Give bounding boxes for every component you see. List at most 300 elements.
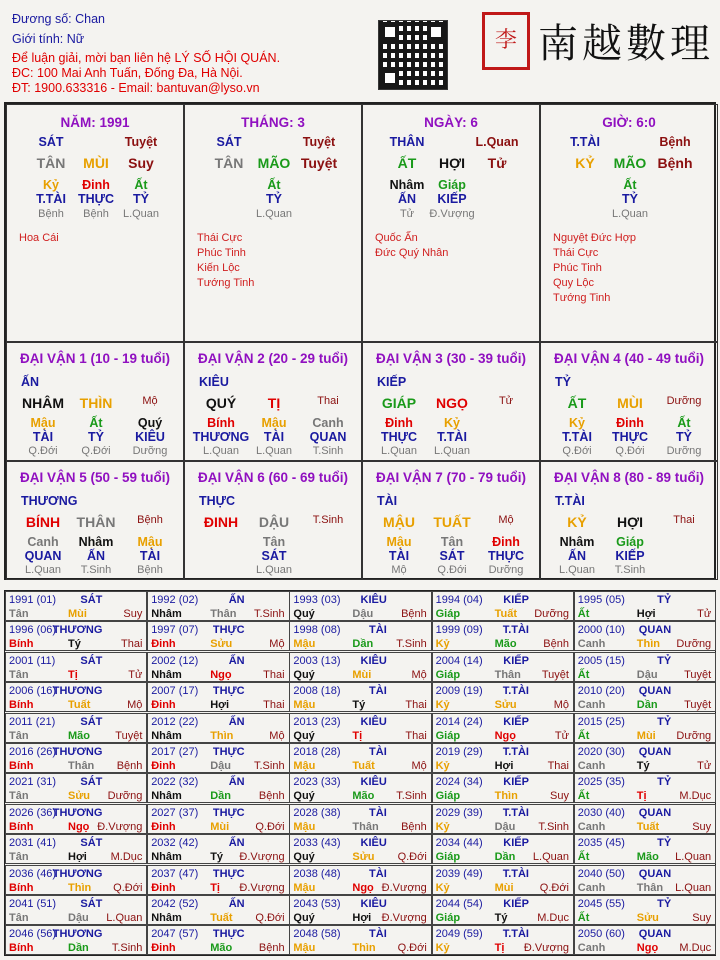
year-branch: Hợi (494, 760, 514, 772)
year-stem: Quý (293, 608, 315, 620)
year-stem: Quý (293, 912, 315, 924)
dai-van-value: ĐINH (203, 514, 239, 530)
year-stem: Tân (9, 790, 29, 803)
year-label: 2013 (23) (293, 715, 341, 728)
year-label: 2022 (32) (151, 776, 199, 789)
dai-van-value: TÀI (32, 430, 54, 444)
year-phase: Đ.Vượng (239, 881, 285, 894)
year-god: TÀI (369, 867, 387, 880)
year-cell (289, 652, 431, 682)
year-label: 2008 (18) (293, 685, 341, 698)
dai-van-value: L.Quan (202, 445, 240, 457)
year-branch: Thìn (636, 638, 661, 651)
year-stem: Quý (293, 790, 315, 803)
year-branch: Dậu (636, 668, 658, 681)
year-branch: Sửu (636, 912, 659, 924)
year-cell (432, 621, 574, 651)
pillar-value: Kỷ (43, 178, 59, 192)
pillar-value: SÁT (216, 135, 242, 149)
pillar-value: Đ.Vượng (429, 208, 475, 220)
year-god: T.TÀI (502, 685, 529, 698)
year-stem: Mậu (293, 638, 316, 651)
year-label: 2000 (10) (577, 624, 625, 637)
year-stem: Kỷ (435, 760, 450, 772)
dai-van-value: TÀI (139, 549, 161, 563)
year-god: KIÊU (360, 654, 387, 667)
dai-van-value: QUAN (24, 549, 62, 563)
year-cell (289, 925, 431, 955)
dai-van-value: Quý (137, 416, 163, 430)
pillar-value: KIẾP (437, 192, 467, 206)
year-branch: Hợi (636, 608, 656, 620)
year-phase: Thai (405, 699, 427, 712)
pillar-title: THÁNG: 3 (241, 115, 305, 130)
dai-van-god: KIẾP (377, 375, 407, 389)
year-branch: Thân (636, 881, 664, 894)
year-god: ẤN (228, 715, 245, 728)
year-phase: Q.Đới (397, 942, 427, 955)
year-god: KIẾP (503, 715, 529, 728)
dai-van-value: Q.Đới (28, 445, 58, 457)
year-label: 2011 (21) (9, 715, 56, 728)
contact-note: Để luận giải, mời bạn liên hệ LÝ SỐ HỘI QUÁN. (12, 51, 281, 65)
year-phase: Tử (697, 760, 712, 772)
year-god: THƯƠNG (52, 685, 103, 698)
pillar-value: T.TÀI (570, 135, 600, 149)
year-branch: Ngọ (210, 668, 232, 681)
year-label: 2036 (46) (9, 867, 57, 880)
dai-van-value: L.Quan (433, 445, 471, 457)
dai-van-god: THƯƠNG (21, 494, 78, 508)
year-cell (432, 682, 574, 712)
year-god: SÁT (80, 776, 103, 789)
year-cell (5, 621, 147, 651)
year-phase: Mộ (411, 668, 427, 681)
year-god: T.TÀI (502, 867, 529, 880)
year-cell (574, 895, 716, 925)
dai-van-value: Q.Đới (615, 445, 645, 457)
dai-van-value: TỶ (676, 430, 692, 444)
star-label: Thái Cực (197, 232, 243, 244)
year-phase: Tử (128, 668, 143, 681)
dai-van-value: TÀI (263, 430, 285, 444)
dai-van-value: Kỷ (444, 416, 460, 430)
year-cell (289, 773, 431, 803)
year-branch: Tý (210, 851, 224, 864)
year-cell (432, 895, 574, 925)
dai-van-value: T.Sinh (80, 564, 112, 576)
star-label: Thái Cực (553, 247, 599, 259)
year-god: THƯƠNG (52, 746, 103, 758)
year-branch: Tị (494, 942, 505, 955)
year-branch: Sửu (210, 638, 233, 651)
dai-van-value: Bệnh (137, 564, 163, 576)
year-phase: Suy (123, 608, 143, 620)
year-phase: Bệnh (401, 820, 427, 833)
year-god: SÁT (80, 594, 103, 606)
dai-van-value: Dưỡng (666, 395, 702, 407)
year-label: 1998 (08) (293, 624, 341, 637)
dai-van-value: Ất (89, 416, 103, 430)
dai-van-value: KIÊU (135, 430, 165, 444)
year-phase: Q.Đới (255, 820, 285, 833)
pillar-value: Ất (267, 178, 281, 192)
pillar-cell (540, 104, 718, 342)
year-branch: Thìn (352, 942, 376, 955)
header (0, 0, 720, 100)
year-label: 1993 (03) (293, 594, 341, 606)
dai-van-value: Mộ (498, 514, 514, 526)
year-stem: Mậu (293, 881, 316, 894)
year-branch: Tý (68, 638, 81, 651)
year-phase: Q.Đới (397, 851, 427, 864)
year-label: 2032 (42) (151, 837, 199, 850)
year-god: ẤN (228, 837, 245, 850)
dai-van-value: NHÂM (22, 395, 64, 411)
phone-email: ĐT: 1900.633316 - Email: bantuvan@lyso.vn (12, 81, 260, 95)
year-stem: Kỷ (435, 881, 450, 894)
year-phase: Bệnh (401, 608, 427, 620)
dai-van-cell (184, 461, 362, 580)
qr-code-icon (378, 20, 448, 90)
pillar-value: Bệnh (38, 208, 64, 220)
year-cell (289, 895, 431, 925)
year-stem: Nhâm (151, 608, 182, 620)
year-label: 2049 (59) (435, 928, 483, 941)
year-cell (432, 925, 574, 955)
year-cell (432, 713, 574, 743)
year-god: KIẾP (503, 898, 529, 910)
year-label: 2040 (50) (577, 867, 625, 880)
year-god: THỰC (212, 928, 245, 941)
dai-van-value: Mậu (137, 535, 163, 549)
year-phase: T.Sinh (538, 820, 569, 833)
year-cell (147, 865, 289, 895)
owner-name: Đương số: Chan (12, 12, 105, 26)
dai-van-value: Mậu (30, 416, 56, 430)
year-stem: Bính (9, 942, 34, 955)
dai-van-value: Bính (207, 416, 235, 430)
year-phase: Dưỡng (107, 790, 143, 803)
dai-van-value: T.Sinh (614, 564, 646, 576)
year-stem: Canh (577, 638, 606, 651)
year-phase: Mộ (411, 760, 427, 772)
year-cell (574, 682, 716, 712)
year-branch: Tị (210, 881, 220, 894)
year-branch: Tý (494, 912, 508, 924)
dai-van-title: ĐẠI VẬN 8 (80 - 89 tuổi) (553, 470, 705, 485)
dai-van-value: QUÝ (205, 395, 237, 411)
year-stem: Mậu (293, 760, 316, 772)
year-cell (432, 804, 574, 834)
year-branch: Dậu (68, 912, 89, 924)
dai-van-god: THỰC (199, 494, 236, 508)
year-phase: Bệnh (543, 638, 569, 651)
year-god: THƯƠNG (52, 806, 103, 819)
year-branch: Dần (210, 790, 231, 803)
year-stem: Nhâm (151, 668, 182, 681)
year-label: 2005 (15) (577, 654, 625, 667)
dai-van-value: NGỌ (436, 395, 468, 411)
year-label: 2023 (33) (293, 776, 341, 789)
year-god: KIẾP (503, 594, 529, 606)
year-god: TỶ (657, 776, 672, 789)
year-stem: Giáp (435, 608, 461, 620)
year-label: 2031 (41) (9, 837, 57, 850)
year-label: 2007 (17) (151, 685, 199, 698)
year-phase: Bệnh (116, 760, 143, 772)
year-branch: Mùi (68, 608, 87, 620)
year-god: THỰC (212, 685, 245, 698)
year-stem: Quý (293, 668, 315, 681)
year-cell (147, 621, 289, 651)
year-phase: Thai (547, 760, 569, 772)
year-stem: Giáp (435, 668, 461, 681)
brand-logo: 南越數理 (538, 21, 714, 67)
year-label: 2028 (38) (293, 806, 341, 819)
pillar-value: TỶ (133, 192, 149, 206)
pillar-value: Ất (134, 178, 148, 192)
star-label: Nguyệt Đức Hợp (553, 232, 637, 244)
year-stem: Đinh (151, 820, 176, 833)
dai-van-value: L.Quan (380, 445, 418, 457)
dai-van-value: BÍNH (25, 514, 61, 530)
year-god: KIÊU (360, 898, 387, 910)
year-phase: Tử (554, 729, 569, 742)
year-cell (5, 682, 147, 712)
year-branch: Mùi (494, 881, 514, 894)
year-phase: M.Dục (537, 912, 569, 924)
year-phase: Suy (550, 790, 569, 803)
year-cell (574, 925, 716, 955)
star-label: Hoa Cái (19, 232, 59, 244)
dai-van-god: TỶ (555, 375, 571, 389)
year-label: 2030 (40) (577, 806, 625, 819)
year-god: THỰC (212, 624, 245, 637)
year-stem: Đinh (151, 881, 176, 894)
year-stem: Ất (577, 790, 590, 803)
year-label: 2039 (49) (435, 867, 483, 880)
year-branch: Dậu (494, 820, 516, 833)
dai-van-value: QUAN (309, 430, 347, 444)
year-god: SÁT (80, 898, 103, 910)
year-cell (147, 834, 289, 864)
year-god: KIÊU (360, 837, 387, 850)
dai-van-value: TỶ (88, 430, 104, 444)
year-branch: Thìn (68, 881, 92, 894)
year-branch: Mão (352, 790, 375, 803)
year-cell (147, 773, 289, 803)
year-stem: Giáp (435, 912, 461, 924)
year-stem: Mậu (293, 820, 316, 833)
pillar-value: TỶ (266, 192, 282, 206)
pillar-value: Tử (399, 208, 415, 220)
year-phase: Thai (120, 638, 143, 651)
dai-van-value: Thai (673, 514, 695, 526)
year-label: 2004 (14) (435, 654, 483, 667)
star-label: Kiến Lộc (197, 262, 240, 274)
dai-van-cell (540, 342, 718, 461)
year-phase: T.Sinh (396, 638, 427, 651)
year-cell (147, 743, 289, 773)
year-phase: Bệnh (258, 790, 285, 803)
year-phase: M.Dục (679, 790, 712, 803)
year-god: QUAN (638, 746, 672, 758)
year-cell (574, 773, 716, 803)
dai-van-value: Tân (262, 535, 286, 549)
year-god: T.TÀI (502, 806, 529, 819)
dai-van-value: TỊ (267, 395, 281, 411)
year-branch: Dần (636, 699, 658, 712)
year-phase: L.Quan (106, 912, 143, 924)
year-god: QUAN (638, 867, 672, 880)
year-branch: Hợi (68, 851, 87, 864)
dai-van-value: ẤN (567, 549, 587, 563)
dai-van-god: T.TÀI (555, 494, 585, 508)
dai-van-cell (362, 342, 540, 461)
year-stem: Ất (577, 912, 590, 924)
year-phase: Q.Đới (539, 881, 569, 894)
year-label: 2003 (13) (293, 654, 341, 667)
year-stem: Nhâm (151, 851, 182, 864)
year-label: 1991 (01) (9, 594, 57, 606)
year-stem: Bính (9, 638, 34, 651)
year-label: 2002 (12) (151, 654, 199, 667)
year-cell (574, 591, 716, 621)
year-stem: Nhâm (151, 790, 182, 803)
pillar-value: Giáp (438, 178, 466, 192)
star-label: Tướng Tinh (197, 277, 255, 289)
pillar-value: TỶ (622, 192, 638, 206)
dai-van-value: Nhâm (559, 535, 595, 549)
pillar-value: THỰC (77, 192, 115, 206)
dai-van-value: Dưỡng (666, 445, 702, 457)
year-phase: Thai (263, 699, 285, 712)
year-stem: Đinh (151, 942, 176, 955)
year-label: 2015 (25) (577, 715, 625, 728)
year-label: 2037 (47) (151, 867, 199, 880)
year-god: ẤN (228, 898, 245, 910)
pillar-value: ẤN (397, 192, 417, 206)
pillar-cell (362, 104, 540, 342)
year-cell (289, 743, 431, 773)
year-god: THƯƠNG (52, 624, 103, 637)
dai-van-value: THÂN (76, 514, 116, 530)
dai-van-value: SÁT (439, 549, 465, 563)
year-phase: Mộ (127, 699, 143, 712)
year-cell (5, 743, 147, 773)
year-label: 2045 (55) (577, 898, 625, 910)
year-stem: Tân (9, 729, 29, 742)
year-branch: Ngọ (352, 881, 374, 894)
year-god: TÀI (369, 685, 387, 698)
pillar-value: Đinh (82, 178, 110, 192)
dai-van-value: Đinh (616, 416, 644, 430)
year-branch: Mão (494, 638, 517, 651)
year-cell (5, 925, 147, 955)
dai-van-value: Q.Đới (562, 445, 592, 457)
dai-van-value: Canh (312, 416, 344, 430)
year-stem: Mậu (293, 699, 316, 712)
year-label: 2044 (54) (435, 898, 483, 910)
year-stem: Bính (9, 699, 34, 712)
dai-van-value: Mậu (261, 416, 287, 430)
year-stem: Ất (577, 729, 590, 742)
year-phase: T.Sinh (254, 760, 285, 772)
year-god: KIÊU (360, 594, 387, 606)
year-branch: Tị (352, 729, 363, 742)
dai-van-value: SÁT (261, 549, 287, 563)
year-branch: Tuất (352, 760, 375, 772)
dai-van-god: KIÊU (199, 375, 229, 389)
year-branch: Mão (210, 942, 233, 955)
year-branch: Hợi (352, 912, 372, 924)
year-branch: Tuất (68, 699, 91, 712)
year-label: 1995 (05) (577, 594, 625, 606)
pillar-value: ẤT (397, 155, 417, 171)
year-god: ẤN (228, 654, 245, 667)
year-cell (147, 925, 289, 955)
year-cell (289, 804, 431, 834)
year-label: 2020 (30) (577, 746, 625, 758)
pillar-value: Bệnh (659, 135, 691, 149)
dai-van-value: THỰC (611, 430, 649, 444)
year-stem: Giáp (435, 851, 461, 864)
year-label: 2014 (24) (435, 715, 483, 728)
year-label: 2006 (16) (9, 685, 57, 698)
year-stem: Kỷ (435, 942, 450, 955)
dai-van-value: Tân (440, 535, 464, 549)
dai-van-value: L.Quan (24, 564, 62, 576)
year-phase: T.Sinh (111, 942, 143, 955)
year-cell (432, 834, 574, 864)
year-label: 2009 (19) (435, 685, 483, 698)
star-label: Phúc Tinh (553, 262, 602, 274)
year-cell (289, 834, 431, 864)
year-stem: Bính (9, 760, 34, 772)
year-label: 2042 (52) (151, 898, 199, 910)
year-branch: Mùi (352, 668, 372, 681)
year-god: THỰC (212, 746, 245, 758)
year-stem: Kỷ (435, 699, 450, 712)
year-stem: Canh (577, 760, 606, 772)
year-label: 2029 (39) (435, 806, 483, 819)
year-branch: Mùi (210, 820, 230, 833)
year-branch: Ngọ (494, 729, 516, 742)
year-phase: L.Quan (675, 881, 712, 894)
year-god: SÁT (80, 715, 103, 728)
dai-van-value: HỢI (617, 514, 643, 530)
dai-van-cell (184, 342, 362, 461)
year-phase: Thai (405, 729, 427, 742)
year-label: 2048 (58) (293, 928, 341, 941)
year-cell (147, 591, 289, 621)
year-cell (147, 804, 289, 834)
dai-van-value: Dưỡng (488, 564, 524, 576)
year-phase: Đ.Vượng (239, 851, 285, 864)
dai-van-god: ẤN (21, 375, 40, 389)
dai-van-title: ĐẠI VẬN 1 (10 - 19 tuổi) (19, 351, 171, 366)
year-branch: Tị (636, 790, 647, 803)
year-god: T.TÀI (502, 746, 529, 758)
year-god: TỶ (657, 715, 672, 728)
dai-van-cell (362, 461, 540, 580)
year-label: 2010 (20) (577, 685, 625, 698)
year-stem: Bính (9, 881, 34, 894)
year-cell (574, 621, 716, 651)
pillar-value: KỶ (575, 155, 595, 171)
year-stem: Giáp (435, 790, 461, 803)
